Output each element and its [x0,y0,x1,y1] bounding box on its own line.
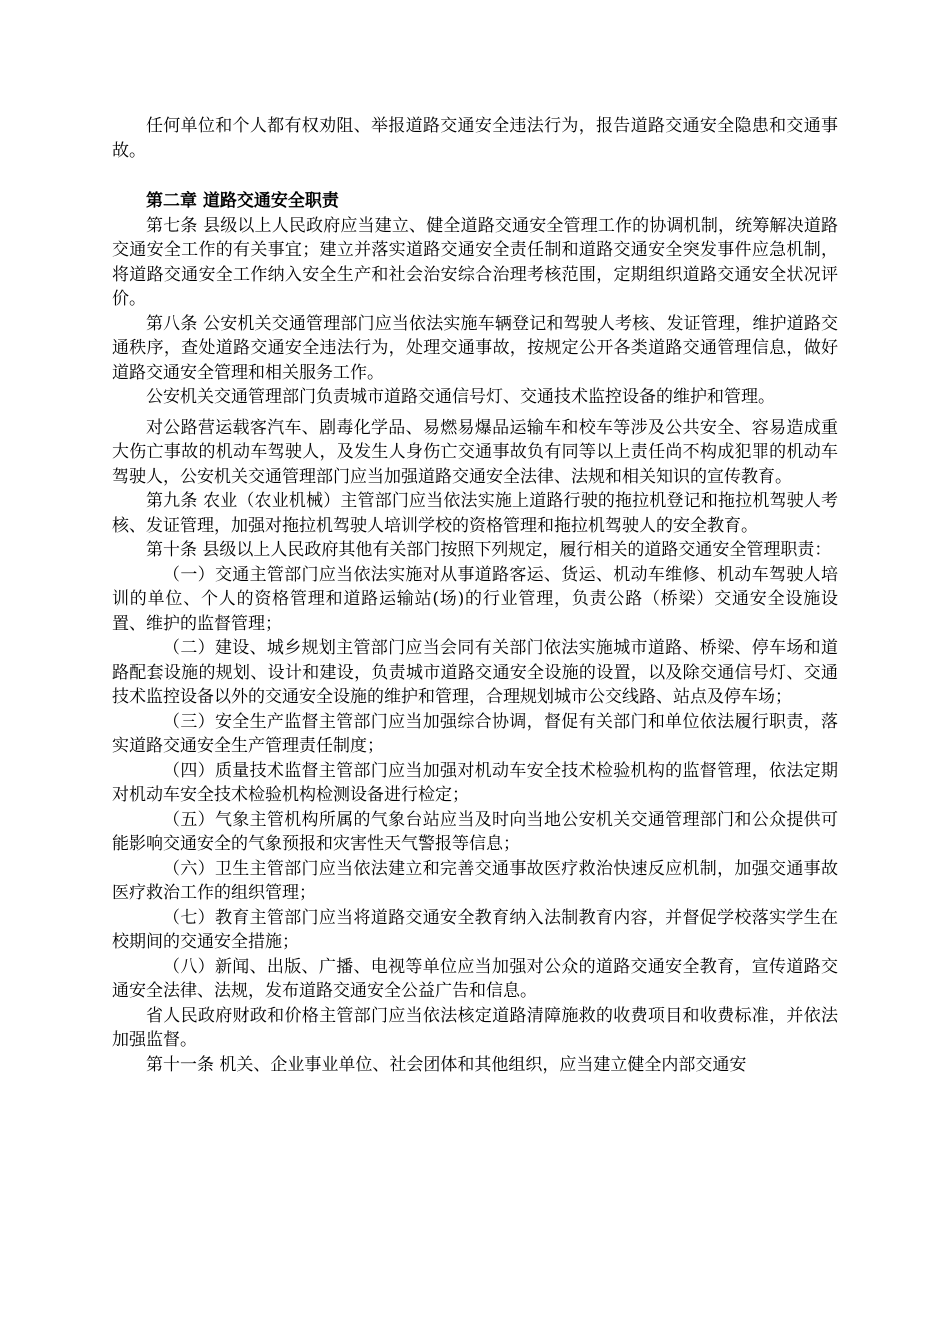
article-10: 第十条 县级以上人民政府其他有关部门按照下列规定，履行相关的道路交通安全管理职责： [146,540,832,560]
article-10-item-5: （五）气象主管机构所属的气象台站应当及时向当地公安机关交通管理部门和公众提供可能影响交通安全的气象预报和灾害性天气警报等信息； [112,809,838,854]
document-page [112,114,838,1077]
article-8: 第八条 公安机关交通管理部门应当依法实施车辆登记和驾驶人考核、发证管理，维护道路交通秩序，查处道路交通安全违法行为，处理交通事故，按规定公开各类道路交通管理信息，做好道路交通安全管理和相关服务工作。 [112,313,838,383]
article-10-item-7: （七）教育主管部门应当将道路交通安全教育纳入法制教育内容，并督促学校落实学生在校期间的交通安全措施； [112,907,838,952]
article-10-item-4: （四）质量技术监督主管部门应当加强对机动车安全技术检验机构的监督管理，依法定期对机动车安全技术检验机构检测设备进行检定； [112,760,838,805]
article-10-item-1: （一）交通主管部门应当依法实施对从事道路客运、货运、机动车维修、机动车驾驶人培训的单位、个人的资格管理和道路运输站(场)的行业管理，负责公路（桥梁）交通安全设施设置、维护的监督管理； [112,564,838,634]
article-10-item-3: （三）安全生产监督主管部门应当加强综合协调，督促有关部门和单位依法履行职责，落实道路交通安全生产管理责任制度； [112,711,838,756]
article-8-para-3: 对公路营运载客汽车、剧毒化学品、易燃易爆品运输车和校车等涉及公共安全、容易造成重大伤亡事故的机动车驾驶人，及发生人身伤亡交通事故负有同等以上责任尚不构成犯罪的机动车驾驶人，公安机关交通管理部门应当加强道路交通安全法律、法规和相关知识的宣传教育。 [112,417,838,487]
article-7: 第七条 县级以上人民政府应当建立、健全道路交通安全管理工作的协调机制，统筹解决道路交通安全工作的有关事宜；建立并落实道路交通安全责任制和道路交通安全突发事件应急机制，将道路交通安全工作纳入安全生产和社会治安综合治理考核范围，定期组织道路交通安全状况评价。 [112,215,838,309]
article-9: 第九条 农业（农业机械）主管部门应当依法实施上道路行驶的拖拉机登记和拖拉机驾驶人考核、发证管理，加强对拖拉机驾驶人培训学校的资格管理和拖拉机驾驶人的安全教育。 [112,491,838,536]
article-10-item-6: （六）卫生主管部门应当依法建立和完善交通事故医疗救治快速反应机制，加强交通事故医疗救治工作的组织管理； [112,858,838,903]
paragraph-intro: 任何单位和个人都有权劝阻、举报道路交通安全违法行为，报告道路交通安全隐患和交通事故。 [112,116,838,161]
article-10-item-2: （二）建设、城乡规划主管部门应当会同有关部门依法实施城市道路、桥梁、停车场和道路配套设施的规划、设计和建设，负责城市道路交通安全设施的设置，以及除交通信号灯、交通技术监控设备以外的交通安全设施的维护和管理，合理规划城市公交线路、站点及停车场； [112,638,838,707]
article-10-closing: 省人民政府财政和价格主管部门应当依法核定道路清障施救的收费项目和收费标准，并依法加强监督。 [112,1005,838,1050]
article-8-para-2: 公安机关交通管理部门负责城市道路交通信号灯、交通技术监控设备的维护和管理。 [146,387,775,407]
article-10-item-8: （八）新闻、出版、广播、电视等单位应当加强对公众的道路交通安全教育，宣传道路交通安全法律、法规，发布道路交通安全公益广告和信息。 [112,956,838,1001]
chapter-title: 第二章 道路交通安全职责 [146,191,339,211]
article-11: 第十一条 机关、企业事业单位、社会团体和其他组织，应当建立健全内部交通安 [146,1054,747,1075]
